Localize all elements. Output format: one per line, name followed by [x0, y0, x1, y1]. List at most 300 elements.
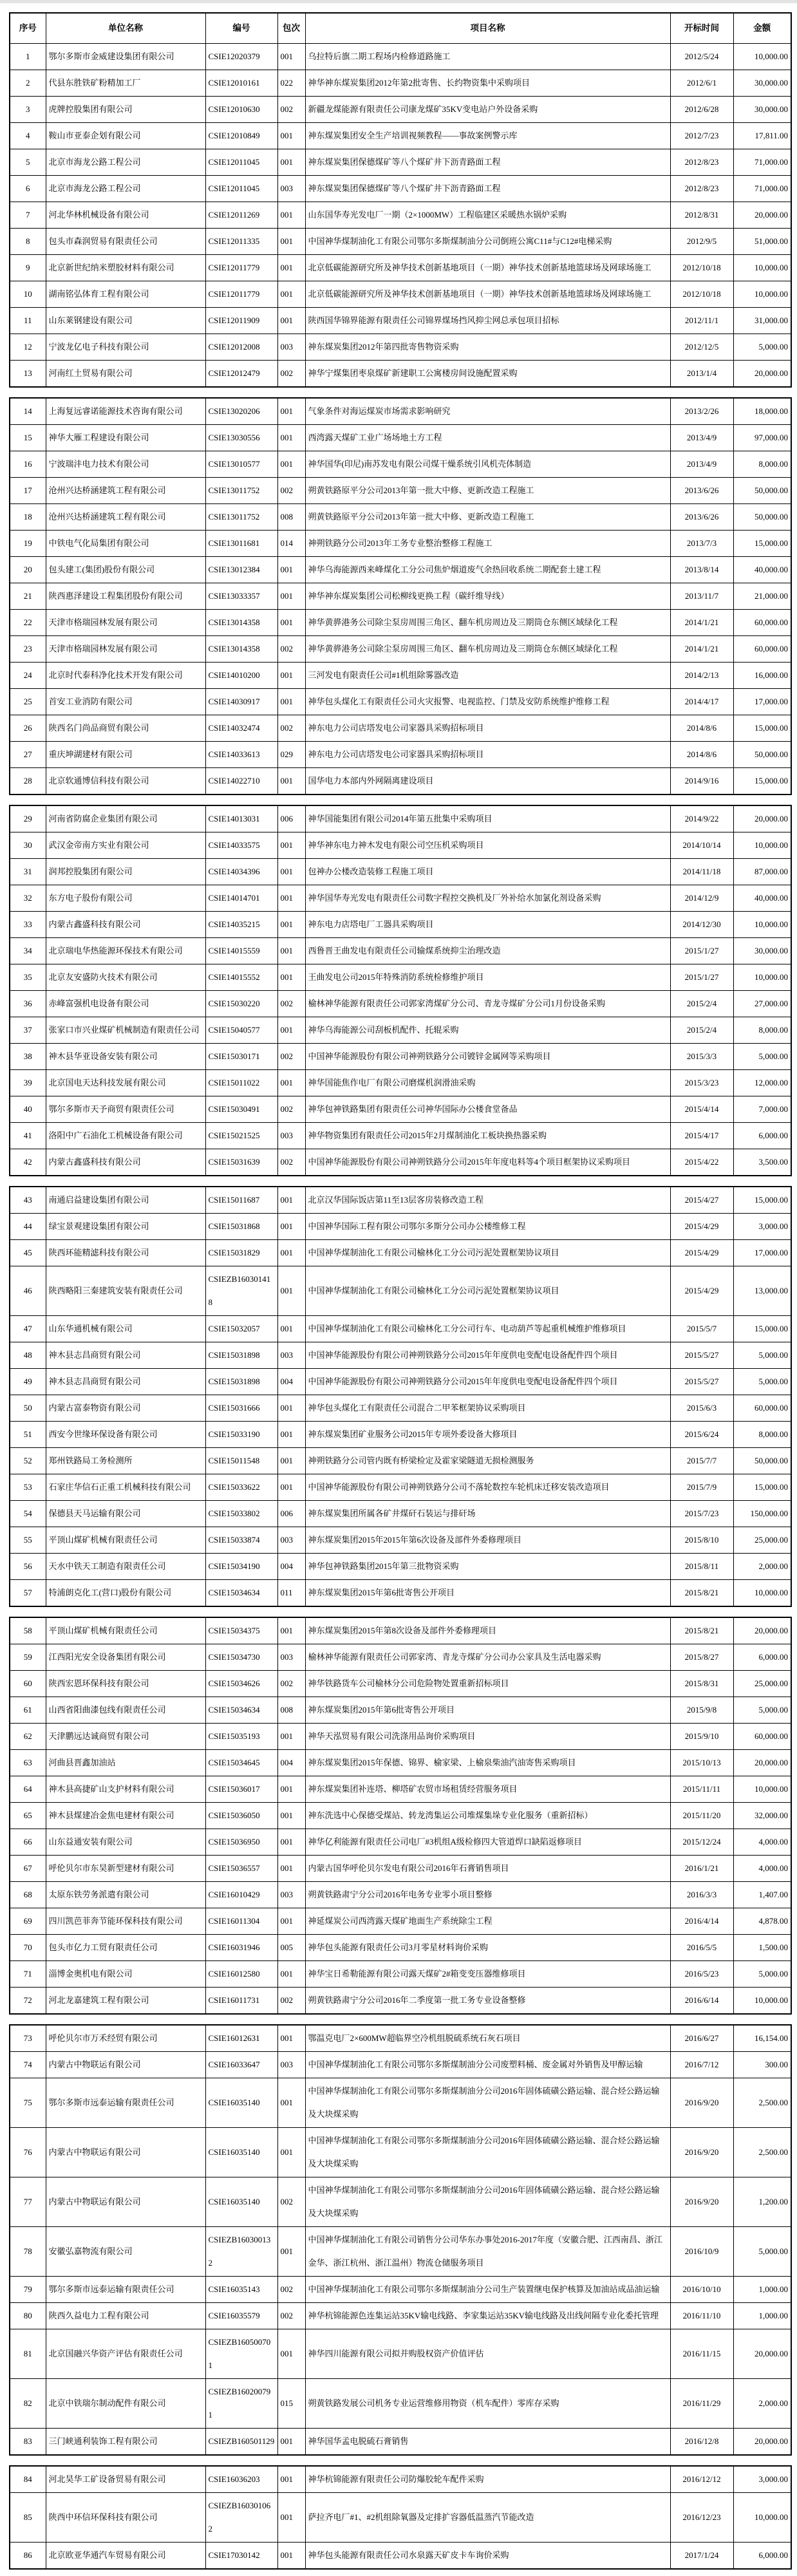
- cell-project: 神华国能焦作电厂有限公司磨煤机润滑油采购: [305, 1070, 670, 1096]
- cell-no: 77: [10, 2177, 46, 2227]
- cell-company: 郑州铁路局工务检测所: [46, 1448, 205, 1474]
- cell-code: CSIE15032057: [205, 1316, 277, 1342]
- cell-company: 鄂尔多斯市远泰运输有限责任公司: [46, 2078, 205, 2128]
- cell-date: 2013/1/4: [670, 361, 733, 388]
- cell-date: 2015/6/3: [670, 1395, 733, 1422]
- table-row: [10, 1856, 791, 1882]
- table-row: [10, 768, 791, 795]
- table-row: [10, 1149, 791, 1176]
- cell-amount: 5,000.00: [733, 1369, 791, 1395]
- cell-no: 84: [10, 2466, 46, 2493]
- cell-project: 神东煤炭集团2015年保德、锦界、榆家梁、上榆泉柴油汽油寄售采购项目: [305, 1750, 670, 1776]
- cell-company: 包头市亿力工贸有限责任公司: [46, 1935, 205, 1961]
- cell-no: 40: [10, 1096, 46, 1123]
- cell-amount: 20,000.00: [733, 202, 791, 229]
- cell-amount: 3,000.00: [733, 2466, 791, 2493]
- cell-pkg: 001: [277, 1240, 305, 1266]
- cell-code: CSIE13011752: [205, 478, 277, 504]
- cell-project: 神华包头煤化工有限责任公司火灾报警、电视监控、门禁及安防系统维护维修工程: [305, 689, 670, 715]
- cell-no: 17: [10, 478, 46, 504]
- cell-date: 2016/12/8: [670, 2429, 733, 2456]
- cell-code: CSIE15036950: [205, 1829, 277, 1856]
- table-row: [10, 531, 791, 557]
- cell-project: 神华杭锦能源有限责任公司防爆胶轮车配件采购: [305, 2466, 670, 2493]
- cell-pkg: 001: [277, 1316, 305, 1342]
- table-row: [10, 2052, 791, 2078]
- cell-company: 太原东铁劳务派遣有限公司: [46, 1882, 205, 1908]
- table-row: [10, 1908, 791, 1935]
- bid-results-table: [9, 12, 791, 2570]
- cell-company: 内蒙古中物联运有限公司: [46, 2177, 205, 2227]
- cell-no: 73: [10, 2025, 46, 2052]
- cell-company: 鄂尔多斯市天予商贸有限责任公司: [46, 1096, 205, 1123]
- cell-pkg: 001: [277, 123, 305, 149]
- cell-amount: 2,000.00: [733, 1554, 791, 1580]
- table-row: [10, 1395, 791, 1422]
- cell-project: 神华黄骅港务公司除尘泵房周围三角区、翻车机房周边及三期筒仓东侧区域绿化工程: [305, 610, 670, 636]
- cell-date: 2013/6/26: [670, 504, 733, 531]
- cell-date: 2015/10/13: [670, 1750, 733, 1776]
- cell-pkg: 002: [277, 2177, 305, 2227]
- cell-pkg: 003: [277, 2052, 305, 2078]
- cell-code: CSIE15030171: [205, 1044, 277, 1070]
- cell-company: 武汉金帝南方实业有限公司: [46, 832, 205, 859]
- cell-pkg: 002: [277, 1044, 305, 1070]
- cell-date: 2015/9/8: [670, 1697, 733, 1724]
- table-row: [10, 1070, 791, 1096]
- cell-amount: 7,000.00: [733, 1096, 791, 1123]
- cell-company: 北京软通博信科技有限公司: [46, 768, 205, 795]
- cell-pkg: 001: [277, 1961, 305, 1988]
- cell-date: 2016/9/20: [670, 2128, 733, 2177]
- cell-project: 中国神华煤制油化工有限公司榆林化工分公司污泥处置框架协议项目: [305, 1266, 670, 1316]
- cell-no: 20: [10, 557, 46, 583]
- cell-code: CSIE12012008: [205, 334, 277, 361]
- cell-no: 33: [10, 912, 46, 938]
- cell-date: 2016/10/9: [670, 2227, 733, 2277]
- cell-pkg: 015: [277, 2379, 305, 2429]
- cell-amount: 40,000.00: [733, 557, 791, 583]
- cell-no: 50: [10, 1395, 46, 1422]
- cell-project: 朔黄铁路肃宁分公司2016年电务专业零小项目整修: [305, 1882, 670, 1908]
- cell-pkg: 003: [277, 1527, 305, 1554]
- cell-code: CSIE13012384: [205, 557, 277, 583]
- column-header-pkg: 包次: [277, 13, 305, 44]
- cell-amount: 71,000.00: [733, 176, 791, 202]
- cell-amount: 3,000.00: [733, 1214, 791, 1240]
- cell-project: 神东煤炭集团补连塔、柳塔矿农贸市场租赁经营服务项目: [305, 1776, 670, 1803]
- cell-amount: 3,500.00: [733, 1149, 791, 1176]
- cell-project: 神华包头煤化工有限责任公司混合二甲苯框架协议采购项目: [305, 1395, 670, 1422]
- cell-date: 2016/6/14: [670, 1988, 733, 2015]
- table-row: [10, 1266, 791, 1316]
- cell-amount: 13,000.00: [733, 1266, 791, 1316]
- cell-amount: 5,000.00: [733, 1961, 791, 1988]
- cell-no: 14: [10, 398, 46, 425]
- cell-no: 58: [10, 1617, 46, 1644]
- cell-date: 2015/4/17: [670, 1123, 733, 1149]
- cell-code: CSIE12010630: [205, 97, 277, 123]
- cell-project: 神东电力店塔电厂工器具采购项目: [305, 912, 670, 938]
- cell-company: 内蒙古鑫盛科技有限公司: [46, 912, 205, 938]
- cell-company: 三门峡通利装饰工程有限公司: [46, 2429, 205, 2456]
- cell-date: 2016/11/10: [670, 2303, 733, 2329]
- cell-code: CSIE15034626: [205, 1671, 277, 1697]
- cell-project: 北京汉华国际饭店第11至13层客房装修改造工程: [305, 1187, 670, 1214]
- table-row: [10, 2543, 791, 2570]
- cell-date: 2014/2/13: [670, 663, 733, 689]
- cell-pkg: 002: [277, 478, 305, 504]
- table-row: [10, 451, 791, 478]
- cell-no: 21: [10, 583, 46, 610]
- cell-project: 神华天泓贸易有限公司洗涤用品询价采购项目: [305, 1724, 670, 1750]
- table-row: [10, 2379, 791, 2429]
- cell-date: 2013/6/26: [670, 478, 733, 504]
- cell-no: 82: [10, 2379, 46, 2429]
- cell-company: 河北昊华工矿设备贸易有限公司: [46, 2466, 205, 2493]
- cell-no: 66: [10, 1829, 46, 1856]
- cell-date: 2015/4/27: [670, 1187, 733, 1214]
- cell-amount: 18,000.00: [733, 398, 791, 425]
- cell-company: 洛阳中广石油化工机械设备有限公司: [46, 1123, 205, 1149]
- cell-pkg: 002: [277, 636, 305, 663]
- table-row: [10, 805, 791, 832]
- cell-amount: 30,000.00: [733, 938, 791, 964]
- cell-company: 河北华林机械设备有限公司: [46, 202, 205, 229]
- cell-amount: 60,000.00: [733, 1724, 791, 1750]
- cell-company: 北京瑞电华热能源环保技术有限公司: [46, 938, 205, 964]
- cell-project: 中国神华能源股份有限公司神朔铁路分公司2015年年度供电变配电设备配件四个项目: [305, 1369, 670, 1395]
- cell-date: 2014/10/14: [670, 832, 733, 859]
- cell-pkg: 001: [277, 1776, 305, 1803]
- cell-date: 2015/2/4: [670, 1017, 733, 1044]
- cell-no: 34: [10, 938, 46, 964]
- cell-project: 中国神华煤制油化工有限公司鄂尔多斯煤制油分公司2016年固体硫磺公路运输、混合烃公路运输及大块煤采购: [305, 2078, 670, 2128]
- cell-no: 3: [10, 97, 46, 123]
- cell-amount: 4,000.00: [733, 1829, 791, 1856]
- cell-amount: 5,000.00: [733, 1044, 791, 1070]
- cell-code: CSIE15030220: [205, 991, 277, 1017]
- cell-pkg: 002: [277, 1149, 305, 1176]
- cell-amount: 1,407.00: [733, 1882, 791, 1908]
- cell-code: CSIE14014701: [205, 885, 277, 912]
- cell-pkg: 002: [277, 1671, 305, 1697]
- cell-date: 2012/6/28: [670, 97, 733, 123]
- cell-date: 2016/1/21: [670, 1856, 733, 1882]
- cell-pkg: 001: [277, 229, 305, 255]
- cell-pkg: 022: [277, 70, 305, 97]
- cell-amount: 20,000.00: [733, 2429, 791, 2456]
- table-section-4: [9, 1186, 792, 1607]
- cell-no: 24: [10, 663, 46, 689]
- cell-pkg: 003: [277, 1644, 305, 1671]
- cell-amount: 2,500.00: [733, 2128, 791, 2177]
- cell-code: CSIE15030491: [205, 1096, 277, 1123]
- cell-pkg: 001: [277, 1617, 305, 1644]
- cell-company: 天津鹏远达诚商贸有限公司: [46, 1724, 205, 1750]
- column-header-company: 单位名称: [46, 13, 205, 44]
- cell-pkg: 001: [277, 1724, 305, 1750]
- table-row: [10, 1776, 791, 1803]
- cell-company: 山东华通机械有限公司: [46, 1316, 205, 1342]
- cell-no: 38: [10, 1044, 46, 1070]
- cell-no: 28: [10, 768, 46, 795]
- cell-amount: 60,000.00: [733, 610, 791, 636]
- cell-pkg: 004: [277, 1369, 305, 1395]
- cell-pkg: 001: [277, 557, 305, 583]
- cell-company: 包头市森润贸易有限责任公司: [46, 229, 205, 255]
- cell-amount: 10,000.00: [733, 2493, 791, 2543]
- cell-company: 神木县煤建冶金焦电建材有限公司: [46, 1803, 205, 1829]
- cell-amount: 1,000.00: [733, 2303, 791, 2329]
- cell-project: 新疆龙煤能源有限责任公司康龙煤矿35KV变电站户外设备采购: [305, 97, 670, 123]
- table-row: [10, 425, 791, 451]
- cell-company: 山西省阳曲漆包线有限责任公司: [46, 1697, 205, 1724]
- cell-no: 52: [10, 1448, 46, 1474]
- cell-pkg: 003: [277, 1123, 305, 1149]
- cell-pkg: 001: [277, 2329, 305, 2379]
- cell-no: 47: [10, 1316, 46, 1342]
- cell-pkg: 001: [277, 255, 305, 281]
- cell-code: CSIE15011022: [205, 1070, 277, 1096]
- cell-project: 朔黄铁路肃宁分公司2016年二季度第一批工务专业设备整修: [305, 1988, 670, 2015]
- cell-code: CSIEZB160301062: [205, 2493, 277, 2543]
- cell-company: 特浦朗克化工(营口)股份有限公司: [46, 1580, 205, 1607]
- table-row: [10, 715, 791, 742]
- cell-date: 2012/8/23: [670, 149, 733, 176]
- table-row: [10, 2277, 791, 2303]
- cell-pkg: 001: [277, 938, 305, 964]
- cell-code: CSIE12020379: [205, 44, 277, 70]
- cell-code: CSIE16035140: [205, 2128, 277, 2177]
- cell-amount: 20,000.00: [733, 805, 791, 832]
- cell-no: 36: [10, 991, 46, 1017]
- table-row: [10, 1671, 791, 1697]
- cell-project: 神华神东电力神木发电有限公司空压机采购项目: [305, 832, 670, 859]
- cell-pkg: 003: [277, 334, 305, 361]
- cell-project: 朔黄铁路原平分公司2013年第一批大中修、更新改造工程施工: [305, 504, 670, 531]
- cell-code: CSIE15011687: [205, 1187, 277, 1214]
- table-row: [10, 2078, 791, 2128]
- cell-pkg: 004: [277, 1750, 305, 1776]
- cell-amount: 60,000.00: [733, 1395, 791, 1422]
- cell-code: CSIEZB160301418: [205, 1266, 277, 1316]
- table-row: [10, 1750, 791, 1776]
- cell-amount: 15,000.00: [733, 768, 791, 795]
- cell-no: 44: [10, 1214, 46, 1240]
- cell-no: 46: [10, 1266, 46, 1316]
- cell-project: 神东煤炭集团所属各矿井煤矸石装运与排矸场: [305, 1501, 670, 1527]
- cell-code: CSIE15031829: [205, 1240, 277, 1266]
- cell-no: 8: [10, 229, 46, 255]
- cell-project: 山东国华寿光发电厂一期（2×1000MW）工程临建区采暖热水锅炉采购: [305, 202, 670, 229]
- cell-project: 神东煤炭集团2015年2015年第6次设备及部件外委修理项目: [305, 1527, 670, 1554]
- table-row: [10, 1214, 791, 1240]
- cell-project: 三河发电有限责任公司#1机组除雾器改造: [305, 663, 670, 689]
- cell-no: 31: [10, 859, 46, 885]
- cell-date: 2015/8/27: [670, 1644, 733, 1671]
- cell-project: 神东电力公司店塔发电公司家器具采购招标项目: [305, 742, 670, 768]
- cell-date: 2014/11/18: [670, 859, 733, 885]
- cell-pkg: 001: [277, 1856, 305, 1882]
- table-row: [10, 2025, 791, 2052]
- cell-code: CSIE16010429: [205, 1882, 277, 1908]
- table-row: [10, 334, 791, 361]
- cell-company: 赤峰富强机电设备有限公司: [46, 991, 205, 1017]
- cell-code: CSIEZB160500701: [205, 2329, 277, 2379]
- cell-code: CSIE16035140: [205, 2177, 277, 2227]
- cell-project: 神延煤炭公司西湾露天煤矿地面生产系统除尘工程: [305, 1908, 670, 1935]
- table-row: [10, 938, 791, 964]
- cell-project: 神华亿利能源有限责任公司电厂#3机组A级检修四大管道焊口缺陷返修项目: [305, 1829, 670, 1856]
- cell-no: 7: [10, 202, 46, 229]
- cell-pkg: 001: [277, 2078, 305, 2128]
- cell-amount: 1,000.00: [733, 2277, 791, 2303]
- cell-amount: 1,500.00: [733, 1935, 791, 1961]
- cell-no: 11: [10, 308, 46, 334]
- table-section-5: [9, 1617, 792, 2015]
- cell-pkg: 002: [277, 1988, 305, 2015]
- cell-code: CSIE15034375: [205, 1617, 277, 1644]
- cell-date: 2016/11/15: [670, 2329, 733, 2379]
- cell-project: 萨拉齐电厂#1、#2机组除氧器及定排扩容器低温蒸汽节能改造: [305, 2493, 670, 2543]
- cell-date: 2017/1/24: [670, 2543, 733, 2570]
- cell-company: 陕西环能精滤科技有限公司: [46, 1240, 205, 1266]
- cell-amount: 17,000.00: [733, 1240, 791, 1266]
- cell-date: 2015/4/29: [670, 1266, 733, 1316]
- cell-no: 80: [10, 2303, 46, 2329]
- cell-code: CSIE16011304: [205, 1908, 277, 1935]
- cell-project: 中国神华国际工程有限公司鄂尔多斯分公司办公楼维修工程: [305, 1214, 670, 1240]
- cell-code: CSIE14035215: [205, 912, 277, 938]
- table-row: [10, 123, 791, 149]
- cell-amount: 32,000.00: [733, 1803, 791, 1829]
- cell-pkg: 001: [277, 1829, 305, 1856]
- cell-code: CSIE16012580: [205, 1961, 277, 1988]
- cell-pkg: 001: [277, 768, 305, 795]
- table-row: [10, 1580, 791, 1607]
- cell-amount: 2,000.00: [733, 2379, 791, 2429]
- cell-date: 2015/1/27: [670, 938, 733, 964]
- cell-no: 6: [10, 176, 46, 202]
- cell-no: 61: [10, 1697, 46, 1724]
- cell-pkg: 001: [277, 663, 305, 689]
- cell-company: 宁波瑞沣电力技术有限公司: [46, 451, 205, 478]
- table-row: [10, 2303, 791, 2329]
- cell-no: 9: [10, 255, 46, 281]
- cell-pkg: 001: [277, 2025, 305, 2052]
- cell-amount: 20,000.00: [733, 1617, 791, 1644]
- table-row: [10, 1123, 791, 1149]
- cell-date: 2015/7/23: [670, 1501, 733, 1527]
- cell-code: CSIE16035140: [205, 2078, 277, 2128]
- cell-company: 北京市海龙公路工程公司: [46, 176, 205, 202]
- cell-company: 鄂尔多斯市远泰运输有限责任公司: [46, 2277, 205, 2303]
- cell-date: 2012/11/1: [670, 308, 733, 334]
- cell-company: 代县东胜铁矿粉精加工厂: [46, 70, 205, 97]
- table-row: [10, 2177, 791, 2227]
- table-row: [10, 1554, 791, 1580]
- table-row: [10, 1961, 791, 1988]
- cell-no: 27: [10, 742, 46, 768]
- cell-company: 沧州兴达桥涵建筑工程有限公司: [46, 504, 205, 531]
- cell-code: CSIE13014358: [205, 610, 277, 636]
- table-section-2: [9, 397, 792, 795]
- cell-no: 86: [10, 2543, 46, 2570]
- cell-company: 安徽弘嘉物流有限公司: [46, 2227, 205, 2277]
- cell-company: 北京时代泰科净化技术开发有限公司: [46, 663, 205, 689]
- cell-project: 中国神华煤制油化工有限公司榆林化工分公司污泥处置框架协议项目: [305, 1240, 670, 1266]
- cell-project: 神东煤炭集团2015年第6批寄售公开项目: [305, 1580, 670, 1607]
- cell-code: CSIE15031898: [205, 1369, 277, 1395]
- cell-pkg: 002: [277, 715, 305, 742]
- cell-amount: 10,000.00: [733, 964, 791, 991]
- cell-no: 56: [10, 1554, 46, 1580]
- cell-code: CSIE16012631: [205, 2025, 277, 2052]
- cell-company: 江西阳光安全设备集团有限公司: [46, 1644, 205, 1671]
- cell-date: 2012/8/23: [670, 176, 733, 202]
- table-row: [10, 44, 791, 70]
- cell-code: CSIE14033613: [205, 742, 277, 768]
- cell-date: 2015/8/11: [670, 1554, 733, 1580]
- cell-amount: 31,000.00: [733, 308, 791, 334]
- cell-amount: 87,000.00: [733, 859, 791, 885]
- cell-company: 湖南铭弘体育工程有限公司: [46, 281, 205, 308]
- cell-date: 2016/5/5: [670, 1935, 733, 1961]
- cell-company: 中铁电气化局集团有限公司: [46, 531, 205, 557]
- cell-project: 神华宝日希勒能源有限公司露天煤矿2#箱变变压器维修项目: [305, 1961, 670, 1988]
- table-row: [10, 689, 791, 715]
- cell-company: 神木县志昌商贸有限公司: [46, 1369, 205, 1395]
- cell-date: 2015/11/11: [670, 1776, 733, 1803]
- cell-pkg: 029: [277, 742, 305, 768]
- cell-project: 西鲁晋王曲发电有限责任公司输煤系统抑尘治理改造: [305, 938, 670, 964]
- cell-amount: 97,000.00: [733, 425, 791, 451]
- cell-no: 53: [10, 1474, 46, 1501]
- cell-pkg: 003: [277, 1342, 305, 1369]
- cell-date: 2016/10/10: [670, 2277, 733, 2303]
- cell-project: 神东煤炭集团矿业服务公司2015年专项外委设备大修项目: [305, 1422, 670, 1448]
- cell-date: 2013/7/3: [670, 531, 733, 557]
- cell-date: 2012/9/5: [670, 229, 733, 255]
- cell-code: CSIE13033357: [205, 583, 277, 610]
- table-row: [10, 1935, 791, 1961]
- cell-amount: 15,000.00: [733, 1474, 791, 1501]
- cell-code: CSIE13011681: [205, 531, 277, 557]
- cell-date: 2014/4/17: [670, 689, 733, 715]
- cell-project: 神华宁煤集团枣泉煤矿新建职工公寓楼房间设施配置采购: [305, 361, 670, 388]
- cell-pkg: 001: [277, 44, 305, 70]
- table-row: [10, 255, 791, 281]
- cell-project: 神东煤炭集团保德煤矿等八个煤矿井下沥青路面工程: [305, 176, 670, 202]
- cell-no: 54: [10, 1501, 46, 1527]
- cell-code: CSIE16036203: [205, 2466, 277, 2493]
- cell-pkg: 011: [277, 1580, 305, 1607]
- cell-company: 北京友安盛防火技术有限公司: [46, 964, 205, 991]
- cell-code: CSIE12011779: [205, 281, 277, 308]
- cell-company: 北京新世纪纳米塑胶材料有限公司: [46, 255, 205, 281]
- cell-no: 78: [10, 2227, 46, 2277]
- cell-project: 神华包头能源有限责任公司水泉露天矿皮卡车询价采购: [305, 2543, 670, 2570]
- cell-date: 2012/5/24: [670, 44, 733, 70]
- cell-no: 2: [10, 70, 46, 97]
- cell-date: 2015/5/27: [670, 1369, 733, 1395]
- document-page: [0, 3, 797, 2576]
- cell-no: 65: [10, 1803, 46, 1829]
- cell-project: 神华黄骅港务公司除尘泵房周围三角区、翻车机房周边及三期筒仓东侧区域绿化工程: [305, 636, 670, 663]
- cell-no: 85: [10, 2493, 46, 2543]
- table-row: [10, 1017, 791, 1044]
